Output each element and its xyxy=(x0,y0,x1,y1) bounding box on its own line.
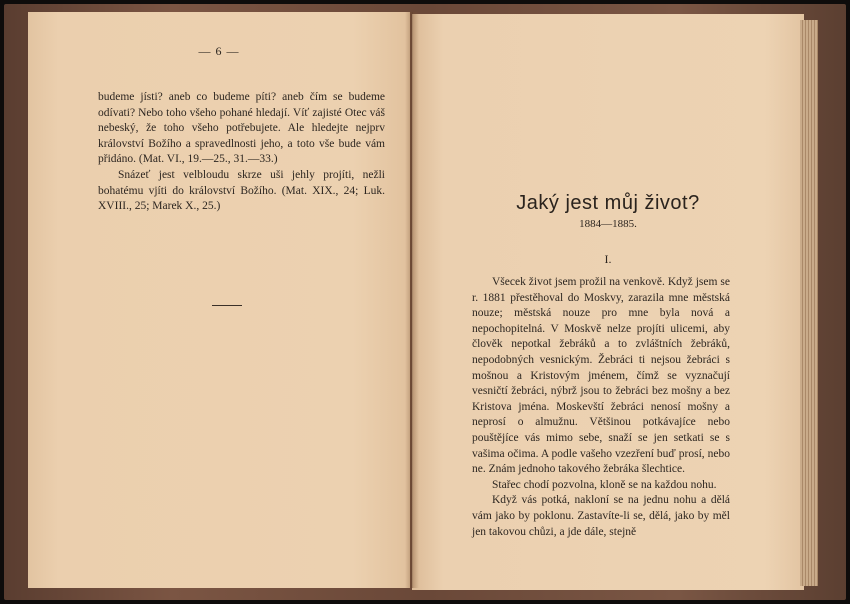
paragraph: Stařec chodí pozvolna, kloně se na každou nohu. xyxy=(492,478,717,491)
right-page-text xyxy=(472,275,730,540)
paragraph: Všecek život jsem prožil na venkově. Když jsem se r. 1881 přestěhoval do Moskvy, zarazila mne městská nouze; městská nouze pro mne byla nová a nepochopitelná. V Moskvě nelze projíti ulicemi, aby člověk nepotkal žebráků a to zvláštních žebráků, nepodobných vesnickým. Žebráci ti nejsou žebráci s mošnou a Kristovým jménem, čímž se vyznačují vesničtí žebráci, nýbrž jsou to žebráci bez mošny a bez Kristova jména. Moskevští žebráci nenosí mošny a neprosí o almužnu. Většinou potkávajíce nebo pouštějíce vás mimo sebe, snaží se jen setkati se s vašima očima. A podle vašeho vzezření buď prosí, nebo ne. Znám jednoho takového žebráka šlechtice. xyxy=(472,276,730,476)
page-edges xyxy=(800,20,818,586)
section-divider xyxy=(212,305,242,306)
chapter-number: I. xyxy=(604,252,612,266)
book-gutter xyxy=(405,12,419,588)
left-page xyxy=(28,12,410,588)
paragraph: Když vás potká, nakloní se na jednu nohu a dělá vám jako by poklonu. Zastavíte-li se, dělá, jako by měl jen takovou chůzi, a jde dále, stejně xyxy=(472,494,730,538)
chapter-title: Jaký jest můj život? xyxy=(516,192,700,214)
chapter-years: 1884—1885. xyxy=(579,218,637,230)
paragraph: Snázeť jest velbloudu skrze uši jehly projíti, nežli bohatému vjíti do království Božího. (Mat. XIX., 24; Luk. XVIII., 25; Marek X., 25.) xyxy=(98,168,385,213)
paragraph: budeme jísti? aneb co budeme píti? aneb čím se budeme odívati? Nebo toho všeho pohané hledají. Víť zajisté Otec váš nebeský, že toho všeho potřebujete. Ale hledejte nejprv království Božího a spravedlnosti jeho, a toto vše bude vám přidáno. (Mat. VI., 19.—25., 31.—33.) xyxy=(98,91,385,166)
page-number: — 6 — xyxy=(198,44,240,58)
left-page-text xyxy=(98,90,385,215)
